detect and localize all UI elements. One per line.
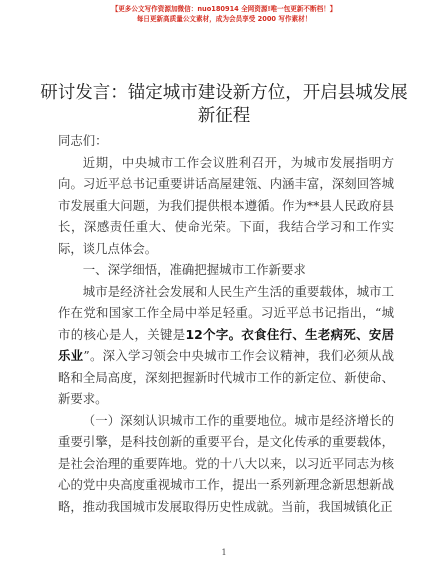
- page-number: 1: [221, 548, 227, 557]
- document-title: 研讨发言：锚定城市建设新方位，开启县城发展新征程: [40, 83, 408, 126]
- paragraph-city-core-text-2: ”。深入学习领会中央城市工作会议精神，我们必须从战略和全局高度，深刻把握新时代城市工作的新定位、新使命、新要求。: [58, 348, 394, 406]
- section-heading-1: 一、深学细悟，准确把握城市工作新要求: [82, 262, 306, 277]
- paragraph-city-core-bold: 12个字。衣食住行、生老病死、安居乐业: [58, 326, 394, 363]
- promo-banner-line-2: 每日更新高质量公文素材，成为会员享受 2000 写作素材！: [136, 15, 312, 23]
- salutation: 同志们：: [58, 133, 108, 148]
- paragraph-intro: 近期，中央城市工作会议胜利召开，为城市发展指明方向。习近平总书记重要讲话高屋建瓴、内涵丰富，深刻回答城市发展重大问题，为我们提供根本遵循。作为**县人民政府县长，深感责任重大、使命光荣。下面，我结合学习和工作实际，谈几点体会。: [58, 154, 394, 256]
- promo-banner: [0, 4, 448, 24]
- promo-banner-line-1: 【更多公文写作资源加微信：nuo180914 全网资源!唯一包更新不断档！】: [111, 5, 337, 13]
- paragraph-importance: （一）深刻认识城市工作的重要地位。城市是经济增长的重要引擎，是科技创新的重要平台，是文化传承的重要载体，是社会治理的重要阵地。党的十八大以来，以习近平同志为核心的党中央高度重视城市工作，提出一系列新理念新思想新战略，推动我国城市发展取得历史性成就。当前，我国城镇化正: [58, 412, 394, 514]
- paragraph-city-core-text-1: 城市是经济社会发展和人民生产生活的重要载体，城市工作在党和国家工作全局中举足轻重。习近平总书记指出，“城市的核心是人，关键是: [58, 283, 394, 342]
- document-body: [58, 130, 394, 517]
- paragraph-city-core: [58, 281, 394, 410]
